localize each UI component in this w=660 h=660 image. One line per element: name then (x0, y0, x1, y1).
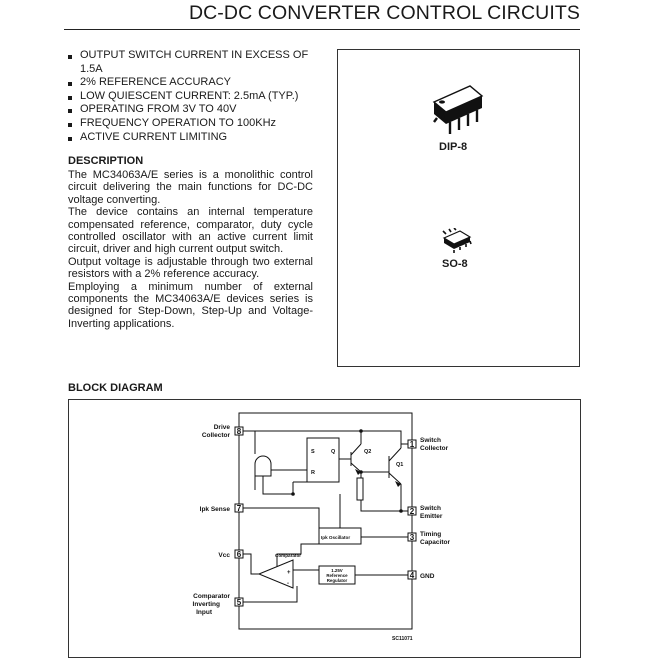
reference-label: Reference (326, 573, 348, 578)
description-paragraph: Output voltage is adjustable through two external resistors with a 2% reference accuracy. (68, 255, 313, 281)
q2-label: Q2 (364, 449, 372, 455)
description-paragraph: The MC34063A/E series is a monolithic control circuit delivering the main functions for DC-DC voltage converting. (68, 169, 313, 206)
pin-1-name: Switch (420, 437, 441, 444)
ff-r-label: R (311, 470, 315, 476)
feature-item: FREQUENCY OPERATION TO 100KHz (64, 117, 319, 131)
pin-6-name: Vcc (218, 552, 230, 559)
dip8-package-icon (428, 80, 488, 142)
feature-item: 2% REFERENCE ACCURACY (64, 76, 319, 90)
feature-list (64, 49, 319, 144)
pin-8-name: Drive (213, 424, 230, 431)
q1-label: Q1 (396, 462, 404, 468)
pin-6-number: 6 (236, 550, 242, 559)
reference-label: 1.25V (331, 568, 343, 573)
pin-7-name: Ipk Sense (199, 506, 230, 513)
ff-q-label: Q (331, 449, 336, 455)
description-heading: DESCRIPTION (68, 155, 144, 167)
description-paragraph: The device contains an internal temperature compensated reference, comparator, duty cycle controlled oscillator with an active current limit circuit, driver and high current output switch. (68, 206, 313, 256)
pin-8-number: 8 (236, 427, 242, 436)
diagram-code: SC11071 (392, 636, 413, 642)
pin-4-number: 4 (409, 571, 415, 580)
pin-1-name: Collector (420, 445, 449, 452)
pin-2-name: Emitter (420, 513, 443, 520)
title-rule (64, 29, 580, 30)
feature-item: LOW QUIESCENT CURRENT: 2.5mA (TYP.) (64, 90, 319, 104)
pin-5-number: 5 (236, 598, 242, 607)
pin-3-name: Capacitor (420, 539, 450, 546)
comparator-plus: + (287, 570, 291, 576)
pin-8-name: Collector (201, 432, 230, 439)
pin-7-number: 7 (236, 504, 242, 513)
pin-5-name: Inverting (192, 601, 220, 608)
pin-3-name: Timing (420, 531, 442, 538)
comparator-label: Comparator (275, 553, 302, 558)
so8-package-icon (440, 228, 472, 254)
pin-5-name: Input (196, 609, 212, 616)
block-diagram-heading: BLOCK DIAGRAM (68, 382, 163, 394)
reference-label: Regulator (326, 578, 348, 583)
ff-s-label: S (311, 449, 315, 455)
so8-label: SO-8 (442, 258, 468, 270)
oscillator-label: Ipk Oscillator (321, 535, 351, 540)
pin-5-name: Comparator (193, 593, 230, 600)
comparator-minus: - (287, 581, 289, 587)
pin-3-number: 3 (409, 533, 415, 542)
description-body (68, 169, 313, 330)
feature-item: OPERATING FROM 3V TO 40V (64, 103, 319, 117)
package-box (337, 49, 580, 367)
pin-1-number: 1 (409, 440, 415, 449)
ic-outline (236, 413, 412, 629)
feature-item: ACTIVE CURRENT LIMITING (64, 131, 319, 145)
pin-2-name: Switch (420, 505, 441, 512)
block-diagram (69, 400, 580, 657)
description-paragraph: Employing a minimum number of external components the MC34063A/E devices series is designed for Step-Down, Step-Up and Voltage-Inverting applications. (68, 280, 313, 330)
and-gate (255, 456, 271, 476)
feature-item: OUTPUT SWITCH CURRENT IN EXCESS OF 1.5A (64, 49, 319, 76)
page-title: DC-DC CONVERTER CONTROL CIRCUITS (188, 2, 580, 24)
pin-4-name: GND (420, 573, 435, 580)
pin-2-number: 2 (409, 507, 415, 516)
dip8-label: DIP-8 (439, 141, 468, 153)
block-diagram-frame (68, 399, 581, 658)
